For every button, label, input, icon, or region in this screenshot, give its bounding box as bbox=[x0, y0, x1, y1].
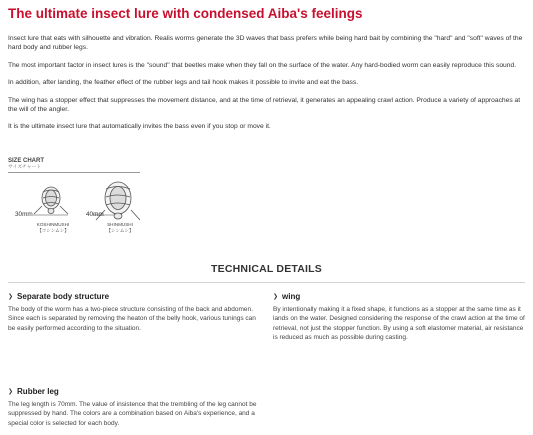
feature-title: Rubber leg bbox=[17, 387, 59, 396]
technical-details-title: TECHNICAL DETAILS bbox=[211, 263, 322, 275]
intro-section bbox=[8, 34, 523, 140]
feature-description: By intentionally making it a fixed shape, it functions as a stopper at the same time as it lands on the water. Designed considering the response of the crawl action at the time of retrieval, not just the stopper function. By using a soft elastomer material, air resistance is reduced as much as possible during casting. bbox=[273, 306, 525, 342]
size-chart-illustration bbox=[8, 158, 208, 268]
feature-description: The leg length is 70mm. The value of insistence that the trembling of the leg cannot be suppressed by hand. The colors are a combination based on Aiba's experience, and a special color is selected for each body. bbox=[8, 401, 257, 427]
arrow-right-icon: ❯ bbox=[8, 389, 14, 395]
koshinmushi-lure-icon bbox=[34, 187, 68, 214]
intro-paragraph: The most important factor in insect lures is the "sound" that beetles make when they fall on the surface of the water. Any hard-bodied worm can easily reproduce this sound. bbox=[8, 61, 517, 69]
size-chart bbox=[8, 158, 208, 268]
shinmushi-name: SHINMUSHI bbox=[107, 222, 133, 227]
feature-rubber-leg bbox=[8, 387, 258, 428]
koshinmushi-name-jp: 【コシンムシ】 bbox=[37, 228, 69, 233]
intro-paragraph: It is the ultimate insect lure that automatically invites the bass even if you stop or move it. bbox=[8, 123, 271, 131]
arrow-right-icon: ❯ bbox=[8, 294, 14, 300]
arrow-right-icon: ❯ bbox=[273, 294, 279, 300]
feature-wing bbox=[273, 292, 525, 343]
intro-paragraph: The wing has a stopper effect that suppresses the movement distance, and at the time of retrieval, it generates an appealing crawl action. Produce a variety of approaches at the will of the angler. bbox=[8, 96, 521, 114]
intro-paragraph: Insect lure that eats with silhouette and vibration. Realis worms generate the 3D waves that bass prefers while being hard bait by combining the "hard" and "soft" waves of the hard body and rubber legs. bbox=[8, 35, 523, 52]
size-chart-title: SIZE CHART bbox=[8, 158, 44, 164]
feature-title: Separate body structure bbox=[17, 292, 110, 301]
koshinmushi-name: KOSHINMUSHI bbox=[36, 222, 70, 227]
feature-separate-body bbox=[8, 292, 258, 333]
intro-paragraph: In addition, after landing, the feather effect of the rubber legs and tail hook makes it possible to invite and eat the bass. bbox=[8, 79, 359, 87]
page-title: The ultimate insect lure with condensed Aiba's feelings bbox=[8, 6, 363, 21]
feature-description: The body of the worm has a two-piece structure consisting of the back and abdomen. Since each is separated by removing the heaton of the belly hook, various tunings can be easily performed according to the situation. bbox=[8, 306, 256, 332]
feature-title: wing bbox=[282, 292, 301, 301]
size-chart-subtitle: サイズチャート bbox=[8, 165, 41, 170]
technical-details-divider bbox=[8, 282, 525, 283]
size-label-30mm: 30mm bbox=[15, 211, 33, 218]
size-label-40mm: 40mm bbox=[86, 211, 104, 218]
shinmushi-name-jp: 【シンムシ】 bbox=[106, 228, 134, 233]
